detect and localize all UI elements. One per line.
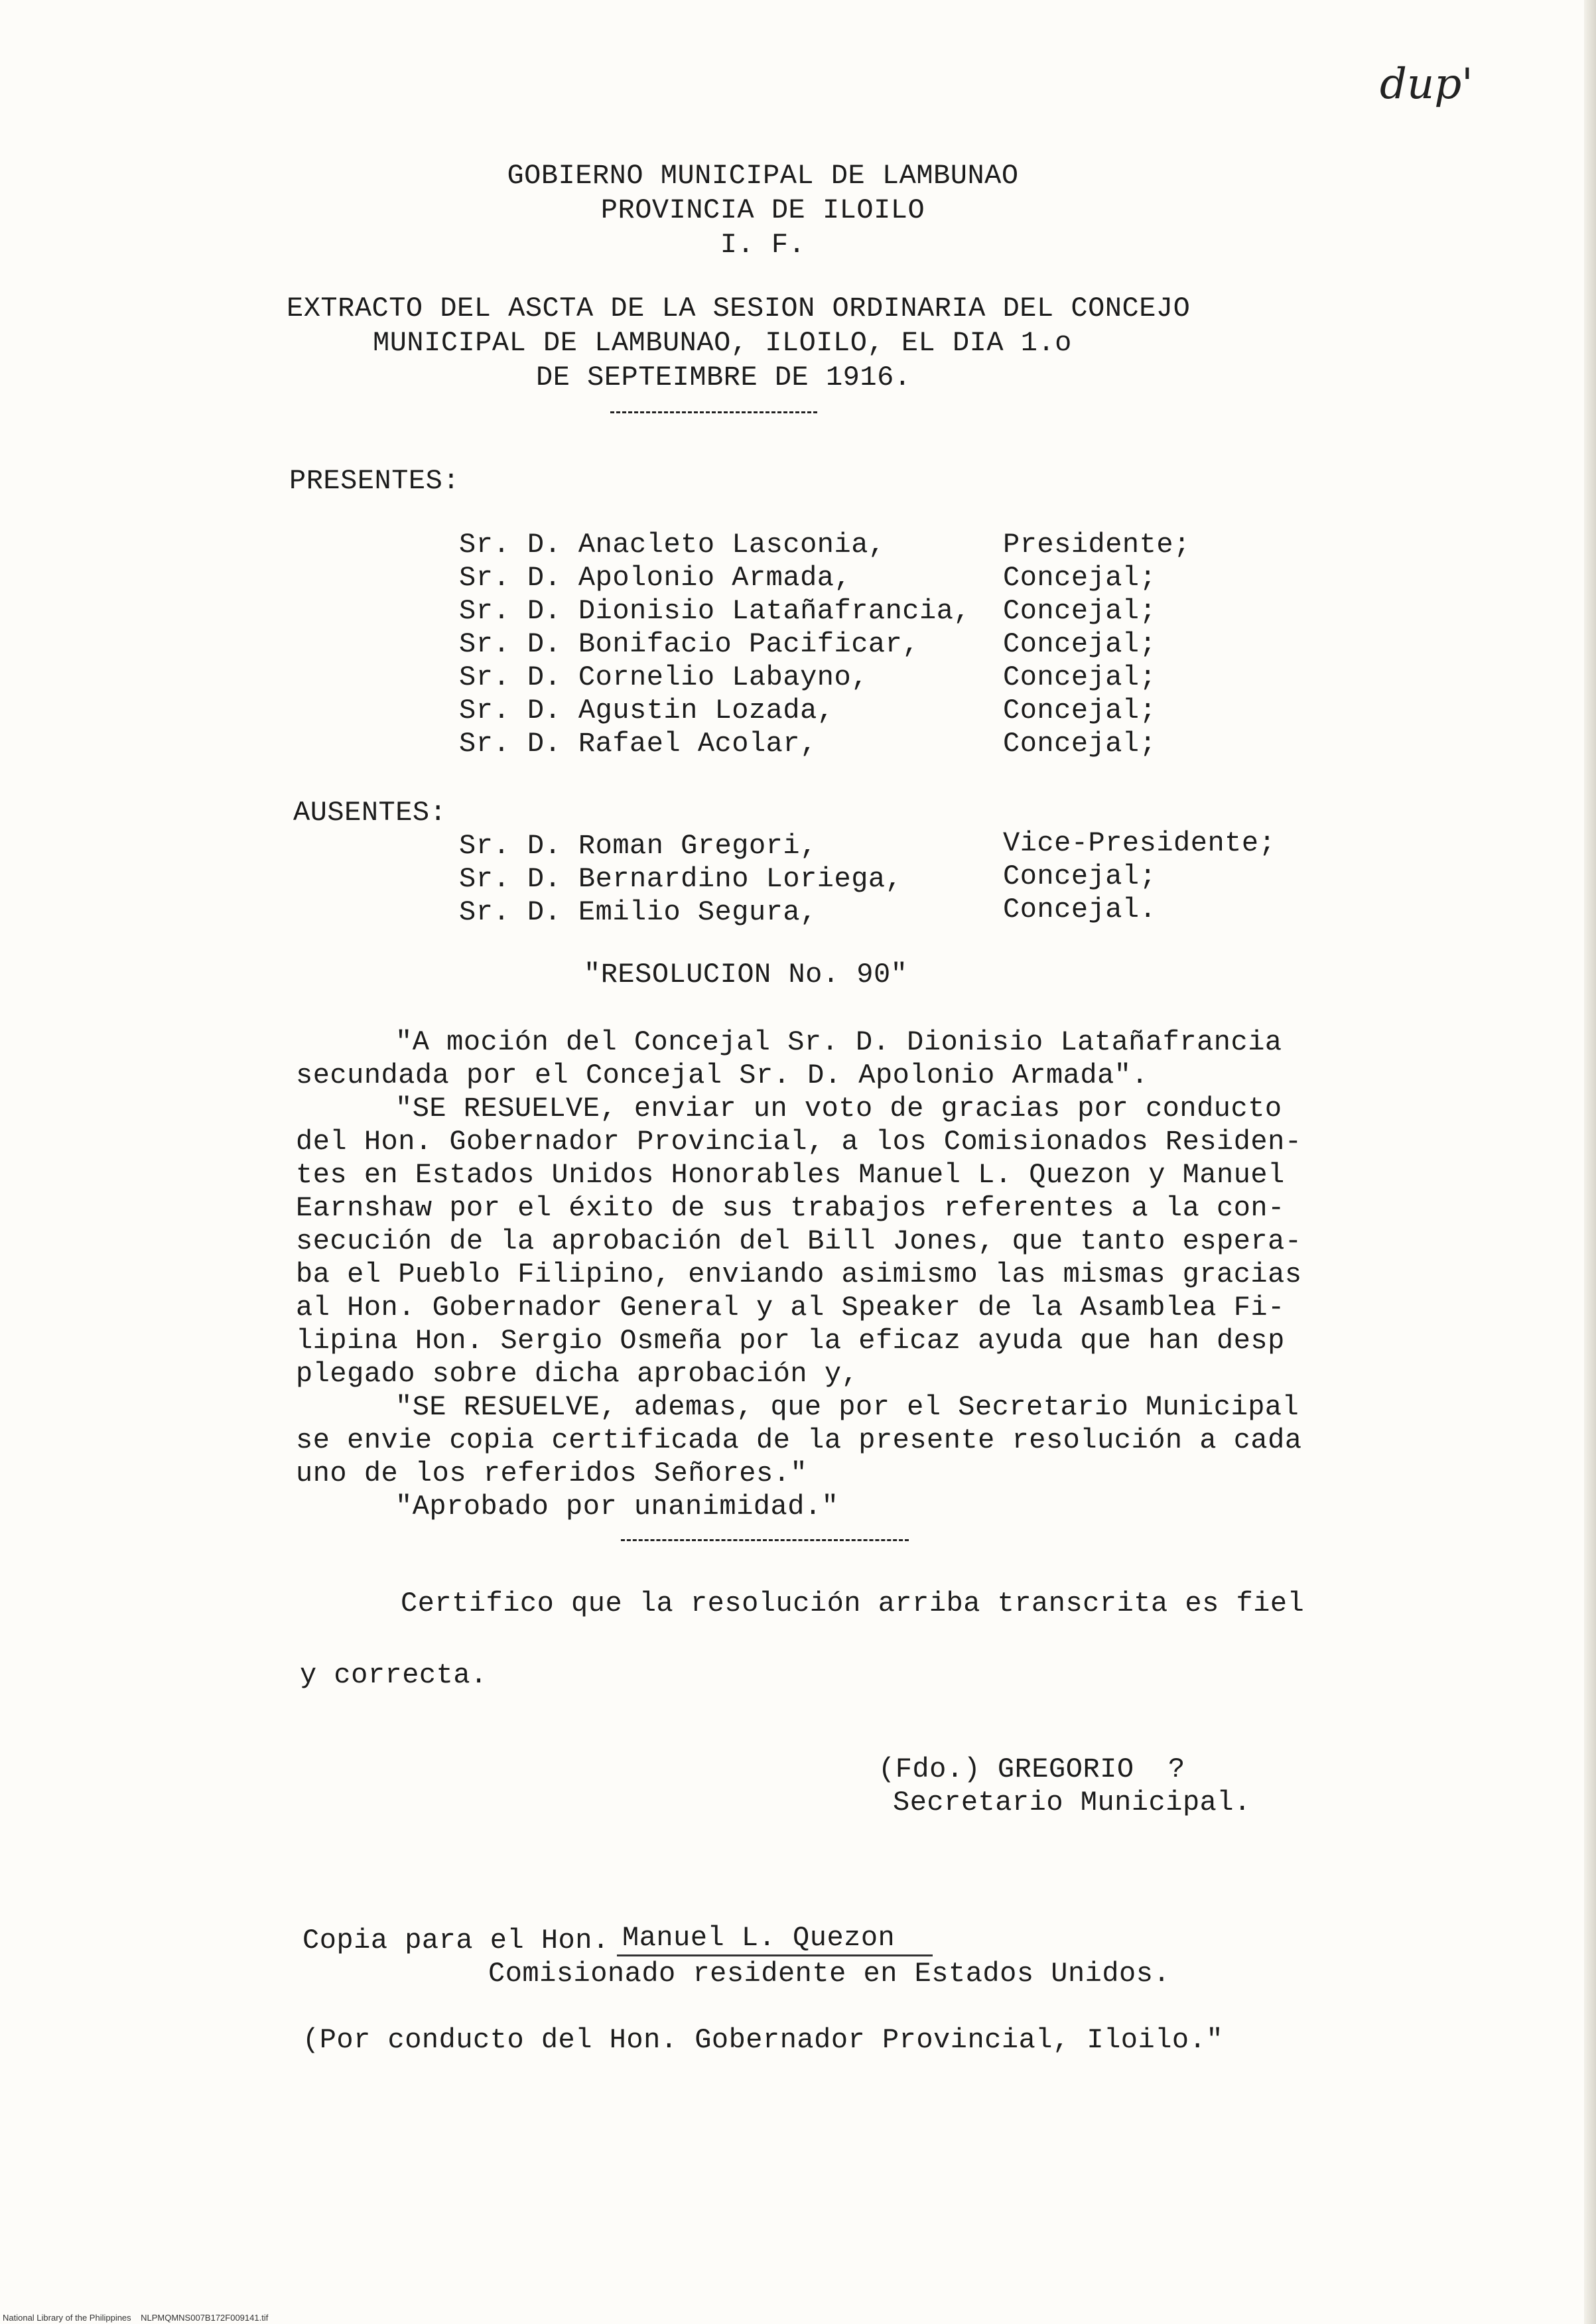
presente-name-7: Sr. D. Rafael Acolar,	[459, 728, 817, 760]
copia-line-3: (Por conducto del Hon. Gobernador Provincial, Iloilo."	[302, 2024, 1224, 2056]
presente-name-3: Sr. D. Dionisio Latañafrancia,	[459, 595, 971, 627]
title-line-2: MUNICIPAL DE LAMBUNAO, ILOILO, EL DIA 1.o	[373, 327, 1072, 359]
resolucion-line-7: secución de la aprobación del Bill Jones, que tanto espera-	[296, 1225, 1302, 1257]
ausente-name-2: Sr. D. Bernardino Loriega,	[459, 863, 903, 895]
presente-role-3: Concejal;	[1003, 595, 1157, 627]
presente-role-7: Concejal;	[1003, 728, 1157, 760]
resolucion-line-5: tes en Estados Unidos Honorables Manuel L. Quezon y Manuel	[296, 1159, 1285, 1191]
title-separator	[610, 411, 817, 413]
ausente-role-3: Concejal.	[1003, 894, 1157, 925]
presente-name-4: Sr. D. Bonifacio Pacificar,	[459, 628, 920, 660]
presente-role-5: Concejal;	[1003, 661, 1157, 693]
header-line-3: I. F.	[720, 229, 806, 261]
ausente-name-3: Sr. D. Emilio Segura,	[459, 896, 817, 928]
ausente-name-1: Sr. D. Roman Gregori,	[459, 830, 817, 862]
resolucion-line-10: lipina Hon. Sergio Osmeña por la eficaz ayuda que han desp	[296, 1325, 1285, 1357]
resolucion-line-14: uno de los referidos Señores."	[296, 1458, 808, 1489]
resolucion-line-15: "Aprobado por unanimidad."	[395, 1491, 839, 1523]
presente-name-1: Sr. D. Anacleto Lasconia,	[459, 529, 886, 561]
ausentes-label: AUSENTES:	[293, 797, 447, 829]
ausente-role-1: Vice-Presidente;	[1003, 827, 1276, 859]
resolucion-separator	[621, 1539, 909, 1541]
resolucion-heading: "RESOLUCION No. 90"	[584, 959, 908, 991]
presente-name-6: Sr. D. Agustin Lozada,	[459, 695, 834, 726]
firma-line-1: (Fdo.) GREGORIO ?	[878, 1753, 1185, 1785]
title-line-1: EXTRACTO DEL ASCTA DE LA SESION ORDINARIA DEL CONCEJO	[287, 293, 1191, 324]
certificacion-line-1: Certifico que la resolución arriba transcrita es fiel	[401, 1588, 1305, 1619]
handwritten-note: dup'	[1380, 60, 1473, 109]
presente-role-6: Concejal;	[1003, 695, 1157, 726]
header-line-2: PROVINCIA DE ILOILO	[600, 194, 925, 226]
presente-role-4: Concejal;	[1003, 628, 1157, 660]
archive-footer: National Library of the Philippines NLPMQMNS007B172F009141.tif	[3, 2313, 269, 2323]
presente-role-2: Concejal;	[1003, 562, 1157, 594]
header-line-1: GOBIERNO MUNICIPAL DE LAMBUNAO	[507, 160, 1019, 192]
title-line-3: DE SEPTEIMBRE DE 1916.	[536, 362, 911, 393]
resolucion-line-13: se envie copia certificada de la presente resolución a cada	[296, 1424, 1302, 1456]
resolucion-line-11: plegado sobre dicha aprobación y,	[296, 1358, 859, 1390]
copia-name-underline	[617, 1954, 933, 1956]
presente-name-2: Sr. D. Apolonio Armada,	[459, 562, 852, 594]
certificacion-line-2: y correcta.	[300, 1659, 488, 1691]
paper-edge	[1584, 0, 1596, 2324]
copia-line-2: Comisionado residente en Estados Unidos.	[488, 1958, 1171, 1990]
copia-name: Manuel L. Quezon	[622, 1922, 896, 1954]
resolucion-line-8: ba el Pueblo Filipino, enviando asimismo las mismas gracias	[296, 1259, 1302, 1290]
resolucion-line-6: Earnshaw por el éxito de sus trabajos referentes a la con-	[296, 1192, 1285, 1224]
resolucion-line-12: "SE RESUELVE, ademas, que por el Secretario Municipal	[395, 1391, 1299, 1423]
presente-name-5: Sr. D. Cornelio Labayno,	[459, 661, 868, 693]
resolucion-line-4: del Hon. Gobernador Provincial, a los Comisionados Residen-	[296, 1126, 1302, 1158]
copia-prefix: Copia para el Hon.	[302, 1925, 610, 1956]
ausente-role-2: Concejal;	[1003, 860, 1157, 892]
resolucion-line-1: "A moción del Concejal Sr. D. Dionisio Latañafrancia	[395, 1026, 1282, 1058]
resolucion-line-2: secundada por el Concejal Sr. D. Apolonio Armada".	[296, 1059, 1149, 1091]
resolucion-line-3: "SE RESUELVE, enviar un voto de gracias por conducto	[395, 1093, 1282, 1125]
presente-role-1: Presidente;	[1003, 529, 1191, 561]
presentes-label: PRESENTES:	[289, 465, 460, 497]
resolucion-line-9: al Hon. Gobernador General y al Speaker de la Asamblea Fi-	[296, 1292, 1285, 1324]
firma-line-2: Secretario Municipal.	[893, 1787, 1251, 1818]
